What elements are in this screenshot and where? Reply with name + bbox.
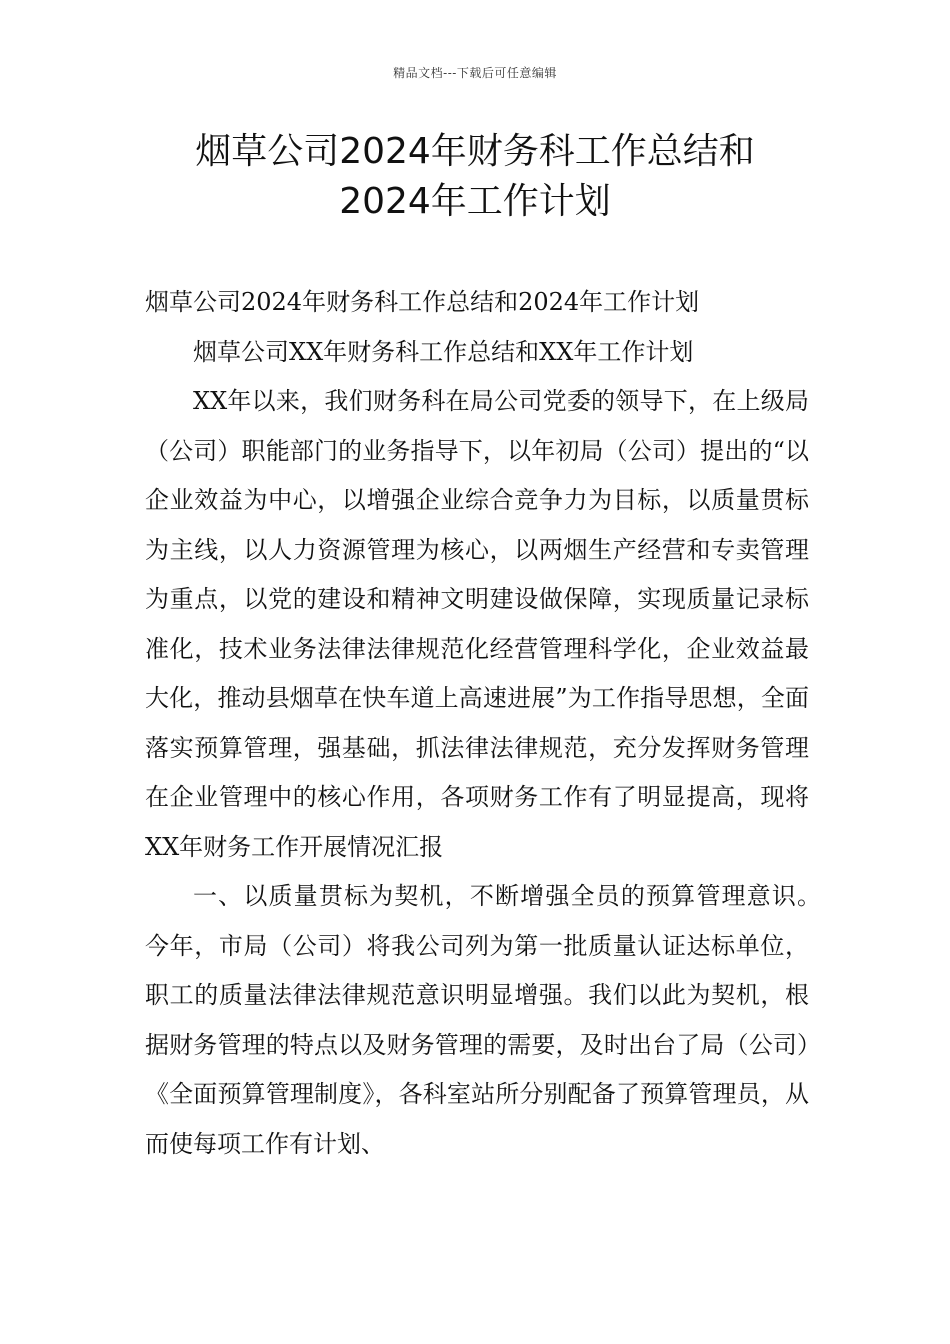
document-body bbox=[145, 278, 881, 1169]
document-title-line-2: 2024年工作计划 bbox=[339, 181, 611, 222]
header-note: 精品文档---下载后可任意编辑 bbox=[393, 66, 557, 80]
paragraph-subtitle: 烟草公司XX年财务科工作总结和XX年工作计划 bbox=[193, 337, 694, 366]
document-title-line-1: 烟草公司2024年财务科工作总结和 bbox=[195, 131, 755, 172]
paragraph-section-one: 一、以质量贯标为契机，不断增强全员的预算管理意识。 今年，市局（公司）将我公司列为第一批质量认证达标单位，职工的质量法律法律规范意识明显增强。我们以此为契机，根据财务管理的特点以及财务管理的需要，及时出台了局（公司）《全面预算管理制度》，各科室站所分别配备了预算管理员，从而使每项工作有计划、 bbox=[145, 882, 881, 1158]
paragraph-repeat-title: 烟草公司2024年财务科工作总结和2024年工作计划 bbox=[145, 288, 700, 316]
document-title bbox=[100, 127, 850, 227]
paragraph-introduction: XX年以来，我们财务科在局公司党委的领导下，在上级局（公司）职能部门的业务指导下，以年初局（公司）提出的“以企业效益为中心，以增强企业综合竞争力为目标，以质量贯标为主线，以人力资源管理为核心，以两烟生产经营和专卖管理为重点，以党的建设和精神文明建设做保障，实现质量记录标准化，技术业务法律法律规范化经营管理科学化，企业效益最大化，推动县烟草在快车道上高速进展”为工作指导思想，全面落实预算管理，强基础，抓法律法律规范，充分发挥财务管理在企业管理中的核心作用，各项财务工作有了明显提高，现将XX年财务工作开展情况汇报 bbox=[145, 387, 809, 861]
